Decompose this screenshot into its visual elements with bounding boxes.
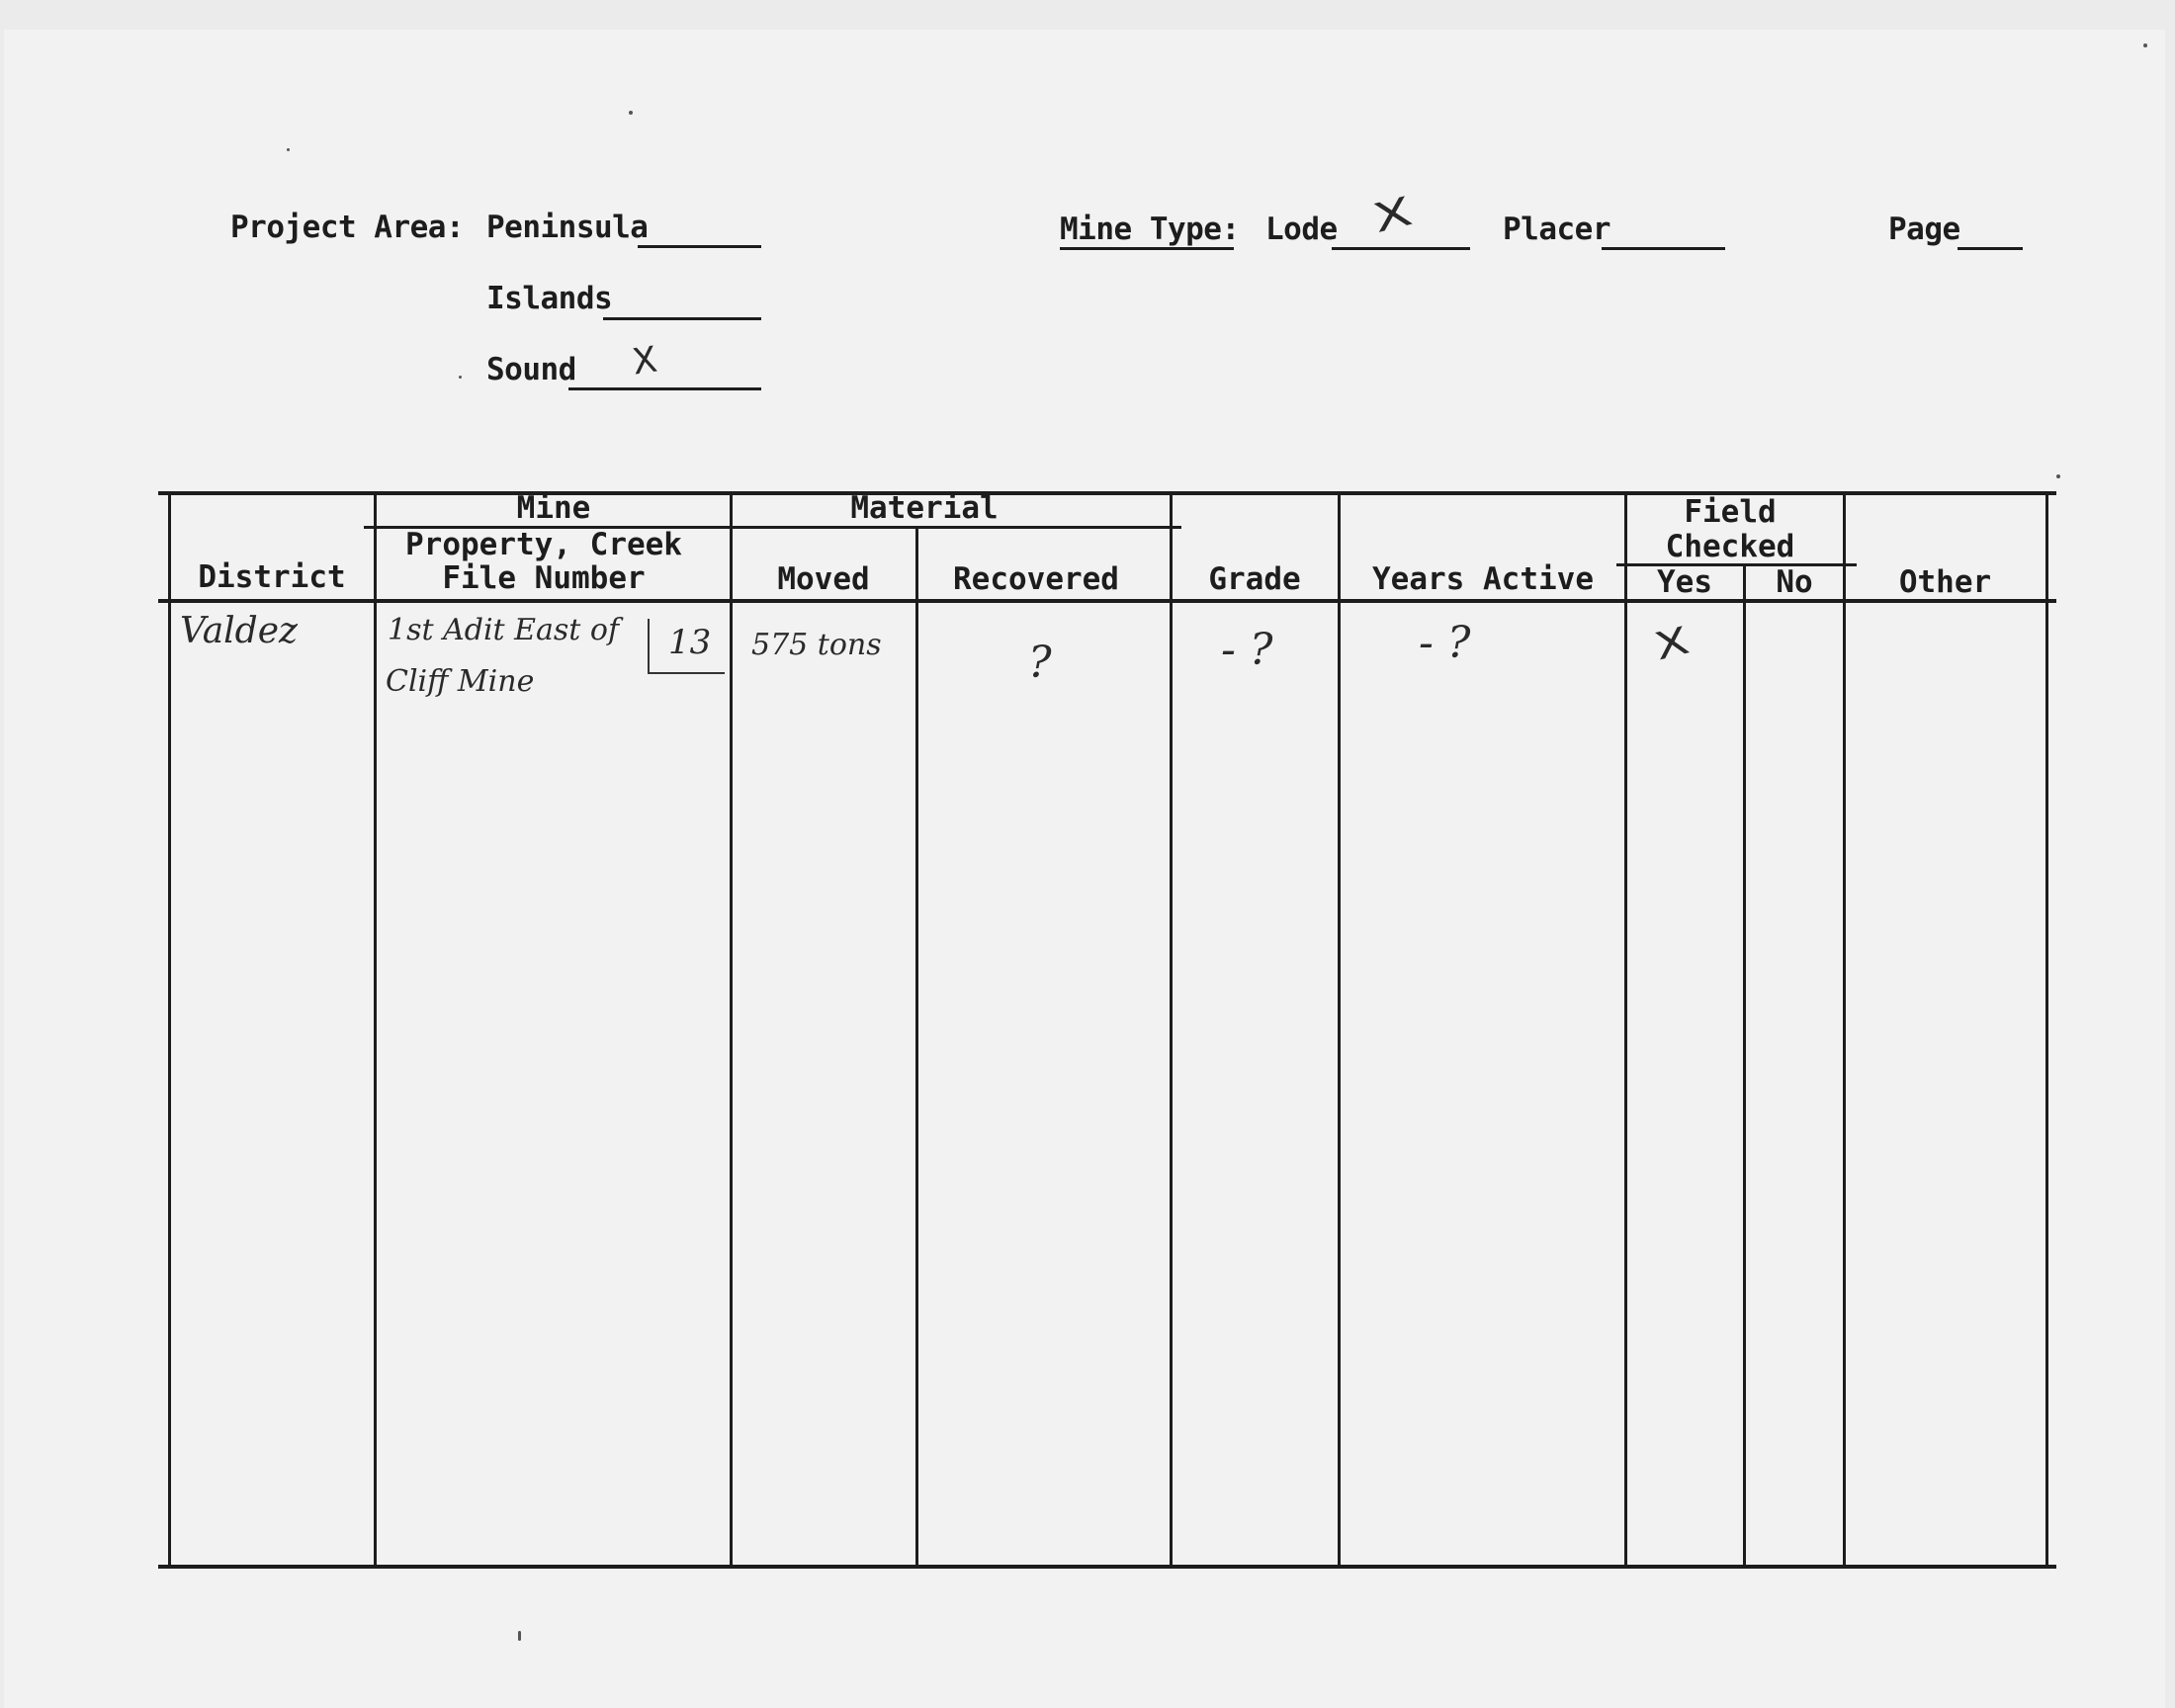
scan-speck	[2056, 474, 2060, 478]
property-cell-line2: Cliff Mine	[386, 664, 535, 699]
col-border-district	[374, 491, 377, 1569]
field-checked-header-line1: Field	[1684, 494, 1777, 530]
scan-speck	[629, 111, 633, 115]
col-border-recovered	[1170, 491, 1173, 1569]
col-border-right	[2045, 491, 2048, 1569]
field-checked-header-line2: Checked	[1665, 529, 1795, 564]
years-active-header: Years Active	[1372, 561, 1594, 597]
islands-label: Islands	[486, 281, 613, 316]
grade-header: Grade	[1208, 561, 1301, 597]
islands-blank	[603, 317, 761, 320]
mine-type-underline	[1060, 247, 1234, 250]
scan-speck	[287, 148, 290, 151]
mine-group-header: Mine	[516, 490, 591, 526]
recovered-header: Recovered	[953, 561, 1119, 597]
lode-blank	[1332, 247, 1470, 250]
col-border-left	[168, 491, 171, 1569]
project-area-label: Project Area:	[230, 210, 465, 245]
moved-header: Moved	[777, 561, 870, 597]
sound-check-mark: X	[630, 339, 660, 384]
placer-blank	[1602, 247, 1725, 250]
yes-header: Yes	[1657, 564, 1712, 600]
scan-speck	[459, 376, 462, 379]
property-header-line2: File Number	[442, 560, 646, 596]
property-cell-line1: 1st Adit East of	[388, 613, 620, 647]
table-bottom-border	[158, 1565, 2056, 1569]
material-group-header: Material	[850, 490, 999, 526]
col-border-moved	[915, 529, 918, 1569]
mine-type-label: Mine Type:	[1060, 212, 1240, 247]
years-active-cell: - ?	[1419, 618, 1471, 668]
scan-speck	[518, 1631, 521, 1641]
moved-cell: 575 tons	[751, 628, 882, 662]
file-number-underline	[648, 672, 725, 674]
page-label: Page	[1888, 212, 1960, 247]
lode-check-mark: X	[1368, 189, 1417, 242]
grade-cell: - ?	[1221, 625, 1273, 675]
page-blank	[1958, 247, 2023, 250]
file-number-cell: 13	[668, 623, 712, 662]
file-number-bracket	[648, 619, 650, 674]
district-cell: Valdez	[180, 611, 298, 651]
peninsula-label: Peninsula	[486, 210, 649, 245]
no-header: No	[1776, 564, 1813, 600]
recovered-cell: ?	[1028, 638, 1052, 688]
field-checked-yes-mark: X	[1650, 618, 1694, 669]
material-group-rule	[732, 526, 1181, 529]
other-header: Other	[1898, 564, 1992, 600]
peninsula-blank	[638, 245, 761, 248]
property-header-line1: Property, Creek	[405, 527, 682, 562]
col-border-grade	[1338, 491, 1341, 1569]
district-header: District	[198, 559, 346, 595]
col-border-property	[730, 491, 733, 1569]
sound-blank	[568, 387, 761, 390]
scan-speck	[2143, 43, 2147, 47]
col-border-yes	[1743, 566, 1746, 1569]
paper	[4, 30, 2165, 1708]
lode-label: Lode	[1265, 212, 1338, 247]
col-border-years	[1624, 491, 1627, 1569]
sound-label: Sound	[486, 352, 576, 387]
placer-label: Placer	[1503, 212, 1610, 247]
col-border-no	[1843, 491, 1846, 1569]
